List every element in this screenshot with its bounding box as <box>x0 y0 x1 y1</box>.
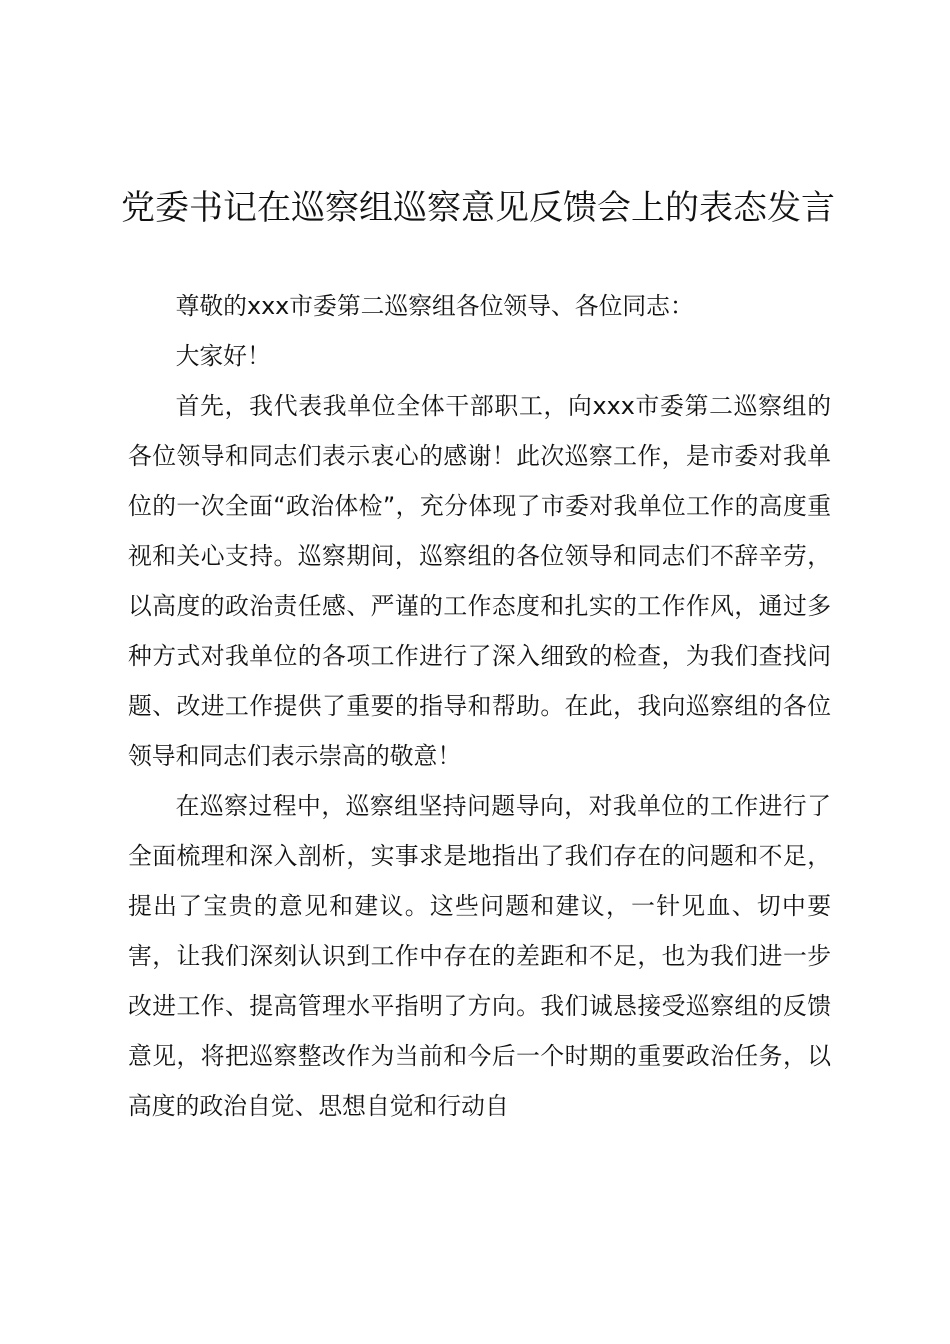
salutation-paragraph: 尊敬的xxx市委第二巡察组各位领导、各位同志： <box>175 292 694 320</box>
body-paragraph-feedback: 在巡察过程中，巡察组坚持问题导向，对我单位的工作进行了全面梳理和深入剖析，实事求是地指出了我们存在的问题和不足，提出了宝贵的意见和建议。这些问题和建议，一针见血、切中要害，让我们深刻认识到工作中存在的差距和不足，也为我们进一步改进工作、提高管理水平指明了方向。我们诚恳接受巡察组的反馈意见，将把巡察整改作为当前和今后一个时期的重要政治任务，以高度的政治自觉、思想自觉和行动自 <box>128 792 831 1120</box>
document-title: 党委书记在巡察组巡察意见反馈会上的表态发言 <box>121 188 835 228</box>
body-paragraph-thanks: 首先，我代表我单位全体干部职工，向xxx市委第二巡察组的各位领导和同志们表示衷心的感谢！此次巡察工作，是市委对我单位的一次全面“政治体检”，充分体现了市委对我单位工作的高度重视和关心支持。巡察期间，巡察组的各位领导和同志们不辞辛劳，以高度的政治责任感、严谨的工作态度和扎实的工作作风，通过多种方式对我单位的各项工作进行了深入细致的检查，为我们查找问题、改进工作提供了重要的指导和帮助。在此，我向巡察组的各位领导和同志们表示崇高的敬意！ <box>128 392 831 770</box>
document-body <box>128 281 831 1131</box>
greeting-paragraph: 大家好！ <box>175 342 271 370</box>
